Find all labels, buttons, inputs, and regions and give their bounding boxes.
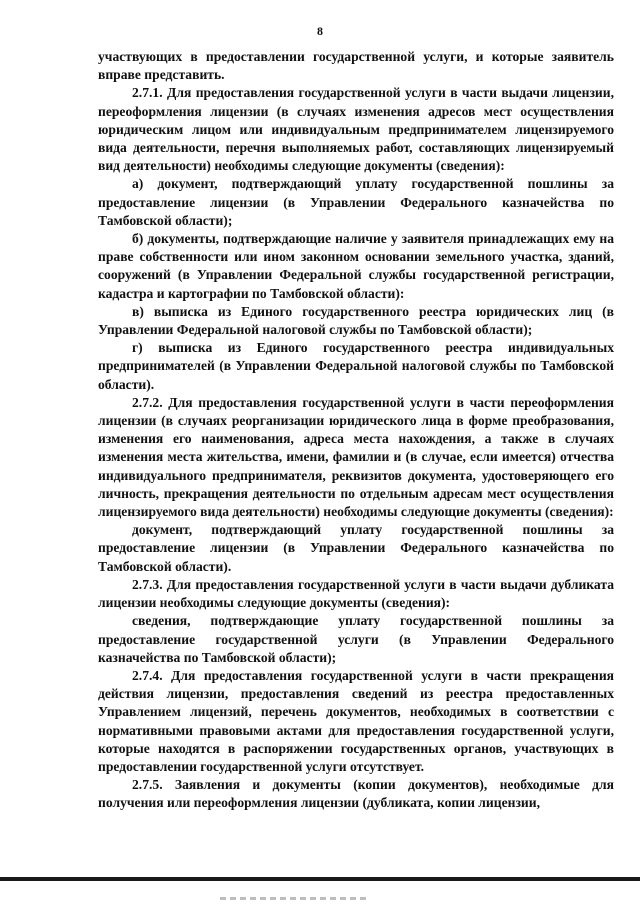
document-body	[98, 48, 614, 813]
list-item-a: а) документ, подтверждающий уплату государственной пошлины за предоставление лицензии (в Управлении Федерального казначейства по Тамбовской области);	[98, 176, 614, 228]
paragraph-2-7-3: 2.7.3. Для предоставления государственной услуги в части выдачи дубликата лицензии необходимы следующие документы (сведения):	[98, 576, 614, 611]
paragraph-2-7-2-document: документ, подтверждающий уплату государственной пошлины за предоставление лицензии (в Управлении Федерального казначейства по Тамбовской области).	[98, 522, 614, 574]
paragraph-continuation: участвующих в предоставлении государственной услуги, и которые заявитель вправе представить.	[98, 49, 614, 83]
paragraph-2-7-3-info: сведения, подтверждающие уплату государственной пошлины за предоставление государственной услуги (в Управлении Федерального казначейства по Тамбовской области);	[98, 613, 614, 665]
list-item-v: в) выписка из Единого государственного реестра юридических лиц (в Управлении Федеральной налоговой службы по Тамбовской области);	[98, 303, 614, 338]
footer-divider	[0, 877, 640, 881]
paragraph-2-7-1: 2.7.1. Для предоставления государственной услуги в части выдачи лицензии, переоформления лицензии (в случаях изменения адресов мест осуществления юридическим лицом или индивидуальным предпринимателем лицензируемого вида деятельности, перечня выполняемых работ, составляющих лицензируемый вид деятельности) необходимы следующие документы (сведения):	[98, 85, 614, 174]
scan-artifact	[220, 897, 370, 900]
paragraph-2-7-4: 2.7.4. Для предоставления государственной услуги в части прекращения действия лицензии, предоставления сведений из реестра предоставленных Управлением лицензий, перечень документов, необходимых в соответствии с нормативными правовыми актами для предоставления государственной услуги, которые находятся в распоряжении государственных органов, участвующих в предоставлении государственной услуги отсутствует.	[98, 667, 614, 774]
paragraph-2-7-5: 2.7.5. Заявления и документы (копии документов), необходимые для получения или переоформления лицензии (дубликата, копии лицензии,	[98, 777, 614, 811]
list-item-b: б) документы, подтверждающие наличие у заявителя принадлежащих ему на праве собственности или ином законном основании земельного участка, зданий, сооружений (в Управлении Федеральной службы государственной регистрации, кадастра и картографии по Тамбовской области):	[98, 231, 614, 301]
list-item-g: г) выписка из Единого государственного реестра индивидуальных предпринимателей (в Управлении Федеральной налоговой службы по Тамбовской области).	[98, 340, 614, 392]
page-number: 8	[317, 24, 323, 38]
paragraph-2-7-2: 2.7.2. Для предоставления государственной услуги в части переоформления лицензии (в случаях реорганизации юридического лица в форме преобразования, изменения его наименования, адреса места нахождения, а также в случаях изменения места жительства, имени, фамилии и (в случае, если имеется) отчества индивидуального предпринимателя, реквизитов документа, удостоверяющего его личность, прекращения деятельности по отдельным адресам мест осуществления лицензируемого вида деятельности) необходимы следующие документы (сведения):	[98, 394, 614, 520]
